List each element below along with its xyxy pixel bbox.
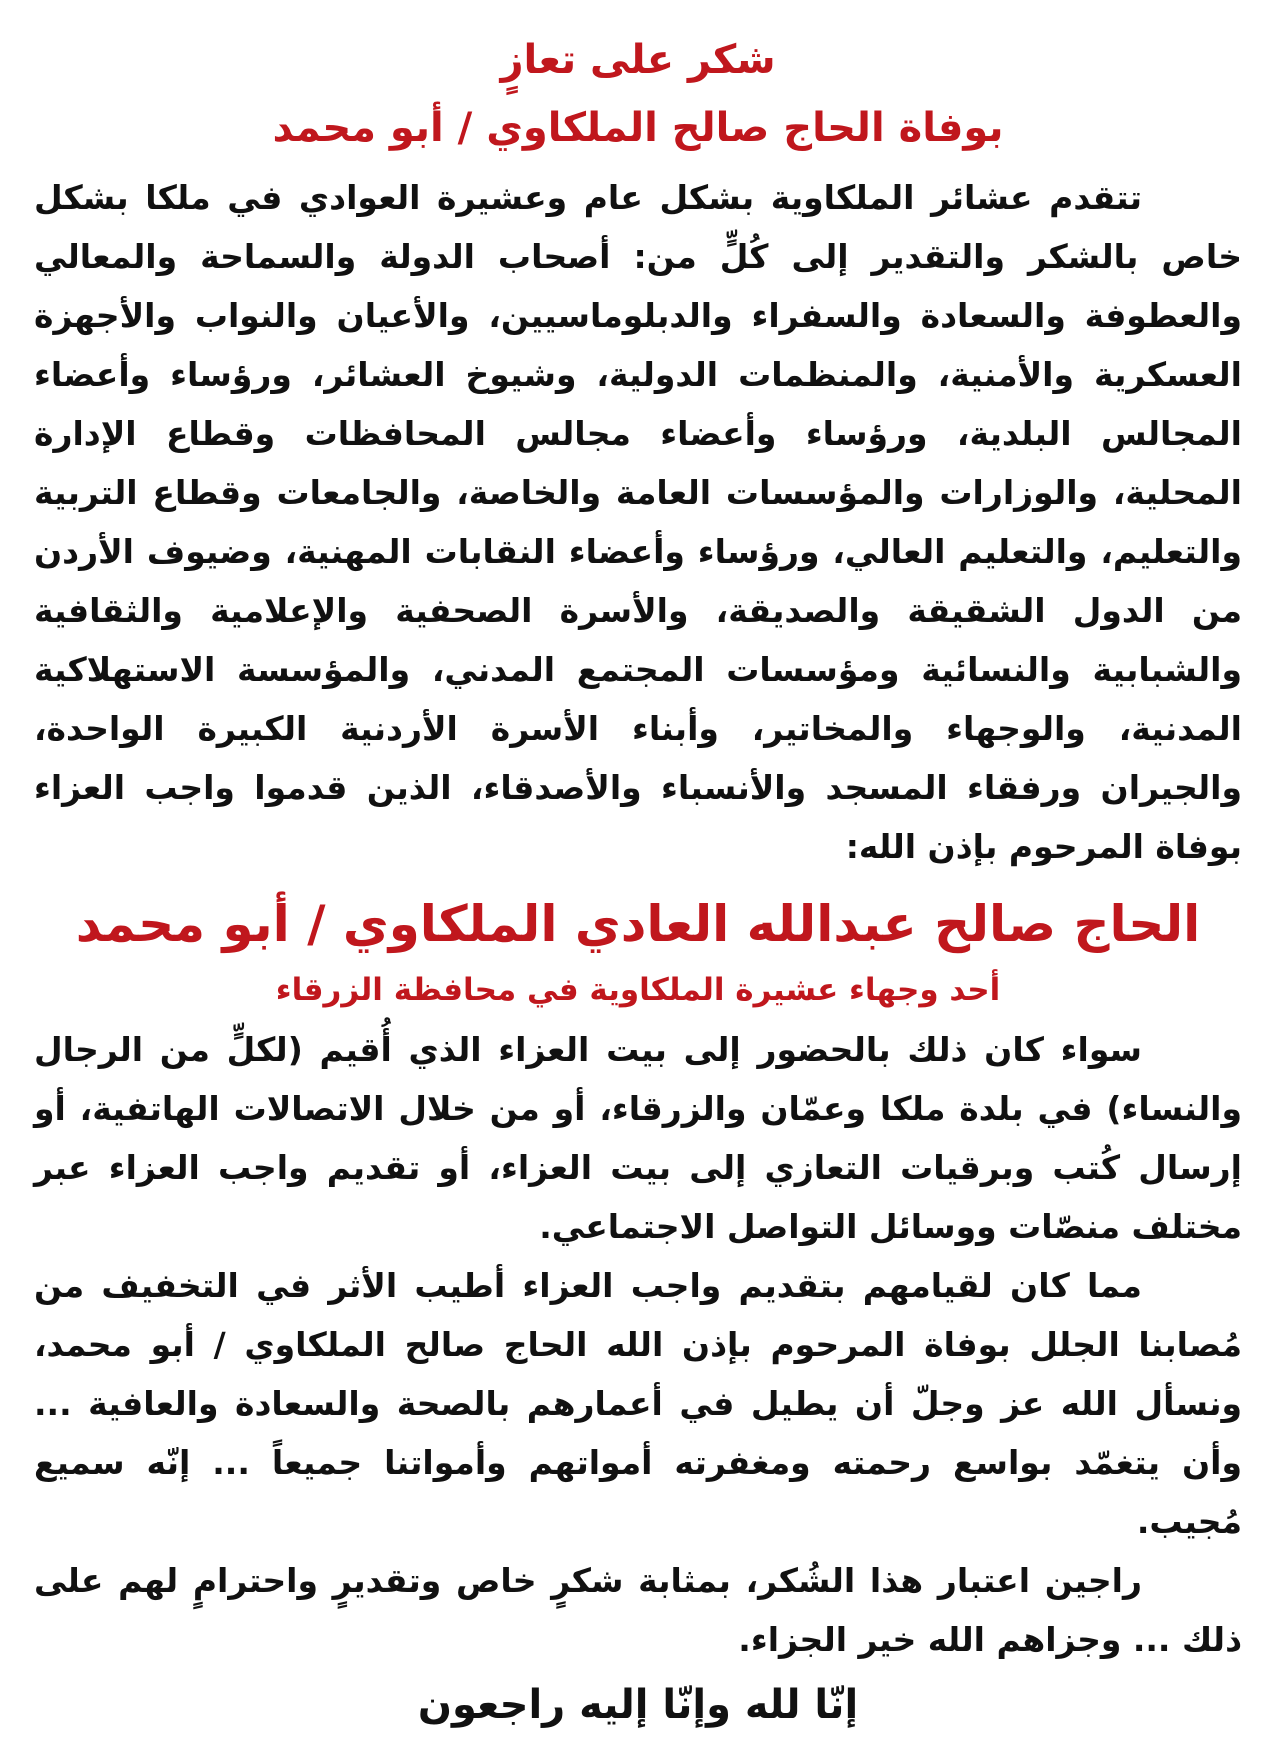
deceased-name: الحاج صالح عبدالله العادي الملكاوي / أبو محمد	[75, 895, 1201, 953]
closing-verse: إنّا لله وإنّا إليه راجعون	[417, 1682, 859, 1728]
notice-subtitle: بوفاة الحاج صالح الملكاوي / أبو محمد	[272, 105, 1004, 151]
notice-title: شكر على تعازٍ	[500, 37, 776, 83]
deceased-description: أحد وجهاء عشيرة الملكاوية في محافظة الزرقاء	[275, 972, 1001, 1008]
closing-paragraph: راجين اعتبار هذا الشُكر، بمثابة شكرٍ خاص وتقديرٍ واحترامٍ لهم على ذلك ... وجزاهم الله خير الجزاء.	[34, 1561, 1242, 1659]
attendance-paragraph: سواء كان ذلك بالحضور إلى بيت العزاء الذي أُقيم (لكلٍّ من الرجال والنساء) في بلدة ملكا وعمّان والزرقاء، أو من خلال الاتصالات الهاتفية، أو إرسال كُتب وبرقيات التعازي إلى بيت العزاء، أو تقديم واجب العزاء عبر مختلف منصّات ووسائل التواصل الاجتماعي.	[34, 1030, 1242, 1246]
gratitude-paragraph: مما كان لقيامهم بتقديم واجب العزاء أطيب الأثر في التخفيف من مُصابنا الجلل بوفاة المرحوم بإذن الله الحاج صالح الملكاوي / أبو محمد، ونسأل الله عز وجلّ أن يطيل في أعمارهم بالصحة والسعادة والعافية ... وأن يتغمّد بواسع رحمته ومغفرته أمواتهم وأمواتنا جميعاً ... إنّه سميع مُجيب.	[34, 1266, 1242, 1541]
intro-paragraph: تتقدم عشائر الملكاوية بشكل عام وعشيرة العوادي في ملكا بشكل خاص بالشكر والتقدير إلى كُلٍّ من: أصحاب الدولة والسماحة والمعالي والعطوفة والسعادة والسفراء والدبلوماسيين، والأعيان والنواب والأجهزة العسكرية والأمنية، والمنظمات الدولية، وشيوخ العشائر، ورؤساء وأعضاء المجالس البلدية، ورؤساء وأعضاء مجالس المحافظات وقطاع الإدارة المحلية، والوزارات والمؤسسات العامة والخاصة، والجامعات وقطاع التربية والتعليم، والتعليم العالي، ورؤساء وأعضاء النقابات المهنية، وضيوف الأردن من الدول الشقيقة والصديقة، والأسرة الصحفية والإعلامية والثقافية والشبابية والنسائية ومؤسسات المجتمع المدني، والمؤسسة الاستهلاكية المدنية، والوجهاء والمخاتير، وأبناء الأسرة الأردنية الكبيرة الواحدة، والجيران ورفقاء المسجد والأنسباء والأصدقاء، الذين قدموا واجب العزاء بوفاة المرحوم بإذن الله:	[34, 178, 1242, 866]
